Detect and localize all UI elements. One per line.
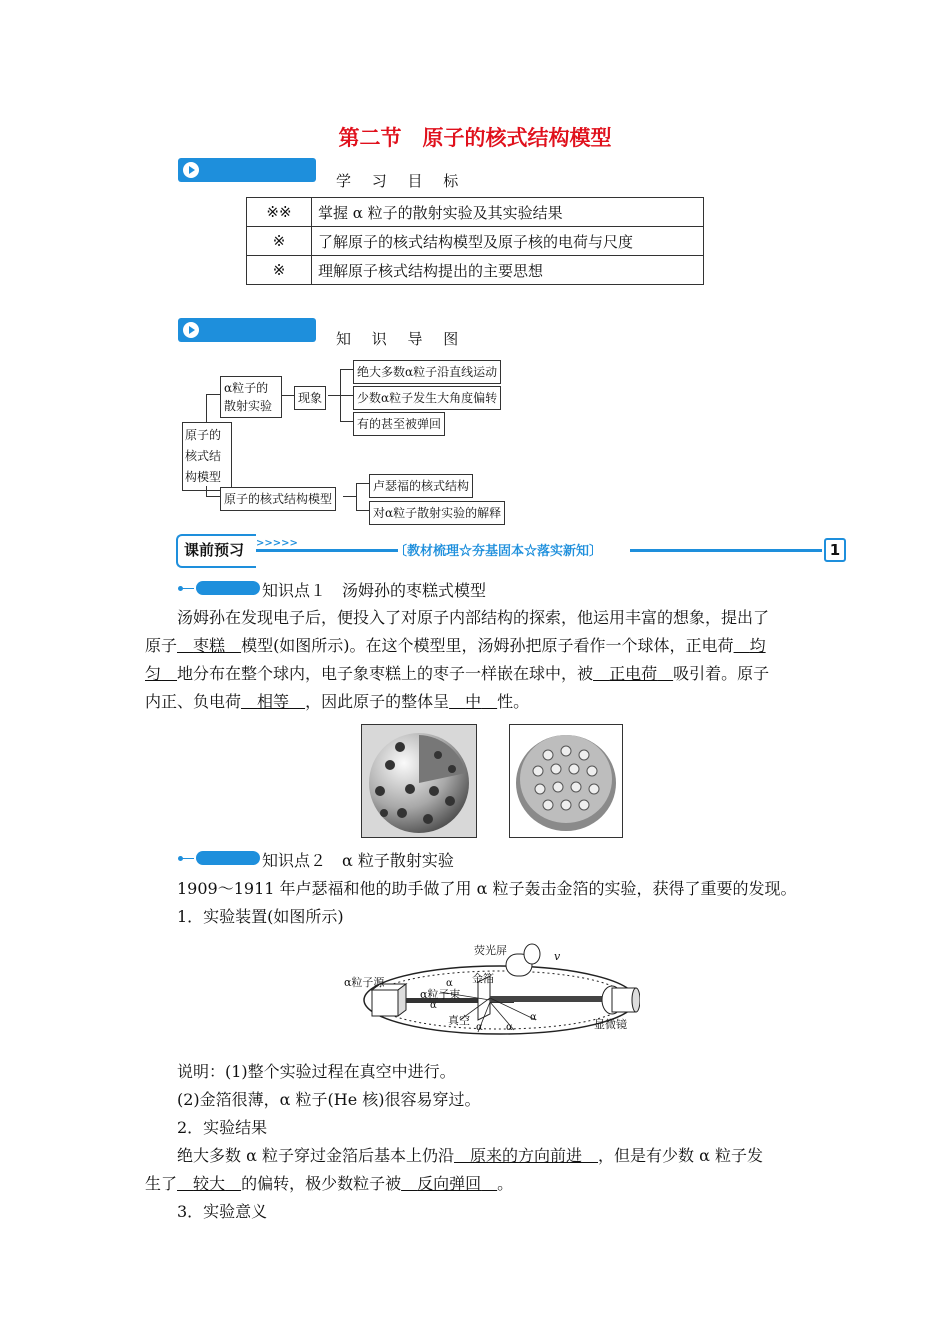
section-tag-goals	[178, 158, 316, 182]
kp2-note: (2)金箔很薄，α 粒子(He 核)很容易穿过。	[177, 1090, 481, 1109]
connector	[206, 394, 207, 422]
text: 性。	[497, 692, 530, 711]
goal-text: 了解原子的核式结构模型及原子核的电荷与尺度	[312, 227, 704, 256]
text: 绝大多数 α 粒子穿过金箔后基本上仍沿	[177, 1146, 454, 1165]
connector	[206, 496, 220, 497]
banner-rule	[630, 549, 822, 552]
connector	[343, 496, 356, 497]
map-root	[182, 422, 232, 491]
map-branch-scattering	[220, 376, 282, 418]
banner-rule	[256, 549, 398, 552]
goal-mark: ※※	[247, 198, 312, 227]
map-phenomenon-item: 绝大多数α粒子沿直线运动	[353, 360, 501, 384]
connector	[206, 486, 207, 496]
label-alpha: α	[476, 1022, 483, 1033]
kp-line	[182, 588, 194, 589]
blank-answer: 均	[749, 636, 766, 655]
kp-tag	[196, 851, 260, 865]
connector	[356, 510, 369, 511]
label-alpha: α	[430, 1000, 437, 1011]
banner-number: 1	[824, 538, 846, 562]
map-root-line: 构模型	[185, 470, 222, 484]
kp1-line	[145, 660, 810, 688]
label-beam: α粒子束	[420, 988, 461, 1001]
connector	[340, 395, 353, 396]
play-icon	[183, 322, 199, 338]
table-row	[247, 256, 704, 285]
blank-answer: 枣糕	[193, 636, 226, 655]
blank-answer: 相等	[257, 692, 290, 711]
table-row	[247, 198, 704, 227]
map-phenomenon-item: 少数α粒子发生大角度偏转	[353, 386, 501, 410]
blank-answer: 匀	[145, 664, 162, 683]
section-tag-map	[178, 318, 316, 342]
map-root-line: 核式结	[185, 449, 222, 463]
kp2-heading: 1．实验装置(如图所示)	[177, 907, 344, 926]
map-phenomenon: 现象	[294, 386, 326, 410]
text: ，但是有少数 α 粒子发	[598, 1146, 764, 1165]
kp2-intro: 1909～1911 年卢瑟福和他的助手做了用 α 粒子轰击金箔的实验，获得了重要的发现。	[177, 879, 797, 898]
connector	[340, 369, 353, 370]
map-root-line: 原子的	[185, 428, 222, 442]
text: 。	[497, 1174, 514, 1193]
goal-text: 理解原子核式结构提出的主要思想	[312, 256, 704, 285]
plum-pudding-figure-2	[509, 724, 623, 838]
map-branch-line: 散射实验	[224, 399, 273, 413]
kp1-label: 知识点１ 汤姆孙的枣糕式模型	[262, 581, 487, 600]
table-row	[247, 227, 704, 256]
kp1-line	[145, 688, 810, 716]
map-model-item: 对α粒子散射实验的解释	[369, 501, 505, 525]
label-source: α粒子源	[344, 976, 385, 989]
kp2-details	[145, 1058, 825, 1226]
map-branch-line: α粒子的	[224, 381, 269, 395]
blank-answer: 正电荷	[609, 664, 658, 683]
banner-center: 〔教材梳理☆夯基固本☆落实新知〕	[394, 544, 603, 559]
connector	[206, 394, 220, 395]
label-foil: 金箔	[472, 972, 494, 985]
goals-table	[246, 197, 704, 285]
kp1-line	[145, 632, 810, 660]
map-model-item: 卢瑟福的核式结构	[369, 474, 473, 498]
label-alpha: α	[506, 1022, 513, 1033]
kp2-note: 说明：(1)整个实验过程在真空中进行。	[177, 1062, 456, 1081]
connector	[282, 395, 294, 396]
plum-pudding-figure-1	[361, 724, 477, 838]
section-banner	[176, 534, 848, 566]
map-phenomenon-item: 有的甚至被弹回	[353, 412, 445, 436]
label-screen: 荧光屏	[474, 944, 507, 957]
text: 生了	[145, 1174, 178, 1193]
label-vacuum: 真空	[448, 1014, 470, 1027]
text: 模型(如图所示)。在这个模型里，汤姆孙把原子看作一个球体，正电荷	[241, 636, 734, 655]
connector	[356, 483, 357, 510]
text: 地分布在整个球内，电子象枣糕上的枣子一样嵌在球中，被	[177, 664, 594, 683]
banner-arrows: >>>>>	[256, 538, 298, 549]
goal-mark: ※	[247, 256, 312, 285]
goals-label: 学 习 目 标	[336, 172, 467, 190]
blank-answer: 较大	[193, 1174, 226, 1193]
goal-mark: ※	[247, 227, 312, 256]
kp1-line	[145, 604, 810, 632]
connector	[356, 483, 369, 484]
kp2-result-line	[145, 1142, 825, 1170]
blank-answer: 原来的方向前进	[470, 1146, 583, 1165]
label-alpha: α	[530, 1012, 537, 1023]
map-branch-model: 原子的核式结构模型	[220, 487, 336, 511]
text: 吸引着。原子	[673, 664, 770, 683]
text: 汤姆孙在发现电子后，便投入了对原子内部结构的探索，他运用丰富的想象，提出了	[177, 608, 770, 627]
play-icon	[183, 162, 199, 178]
kp1-paragraph	[145, 604, 810, 716]
kp2-heading: 3．实验意义	[177, 1202, 268, 1221]
kp2-heading: 2．实验结果	[177, 1118, 268, 1137]
page-title: 第二节 原子的核式结构模型	[338, 125, 612, 150]
banner-tag: 课前预习	[184, 541, 245, 559]
connector	[328, 395, 340, 396]
map-label: 知 识 导 图	[336, 330, 467, 348]
connector	[340, 421, 353, 422]
kp2-result-line	[145, 1170, 825, 1198]
label-microscope: 显微镜	[594, 1018, 627, 1031]
text: 的偏转，极少数粒子被	[241, 1174, 402, 1193]
text: 内正、负电荷	[145, 692, 242, 711]
kp-tag	[196, 581, 260, 595]
kp2-paragraph	[145, 875, 825, 931]
kp2-label: 知识点２ α 粒子散射实验	[262, 851, 454, 870]
label-velocity: v	[554, 950, 561, 963]
label-alpha: α	[446, 978, 453, 989]
text: 原子	[145, 636, 178, 655]
goal-text: 掌握 α 粒子的散射实验及其实验结果	[312, 198, 704, 227]
kp-line	[182, 858, 194, 859]
apparatus-figure	[340, 940, 640, 1036]
blank-answer: 反向弹回	[417, 1174, 482, 1193]
plum-pudding-disc-image	[510, 725, 622, 837]
plum-pudding-sphere-image	[362, 725, 476, 837]
text: ，因此原子的整体呈	[305, 692, 450, 711]
blank-answer: 中	[465, 692, 482, 711]
